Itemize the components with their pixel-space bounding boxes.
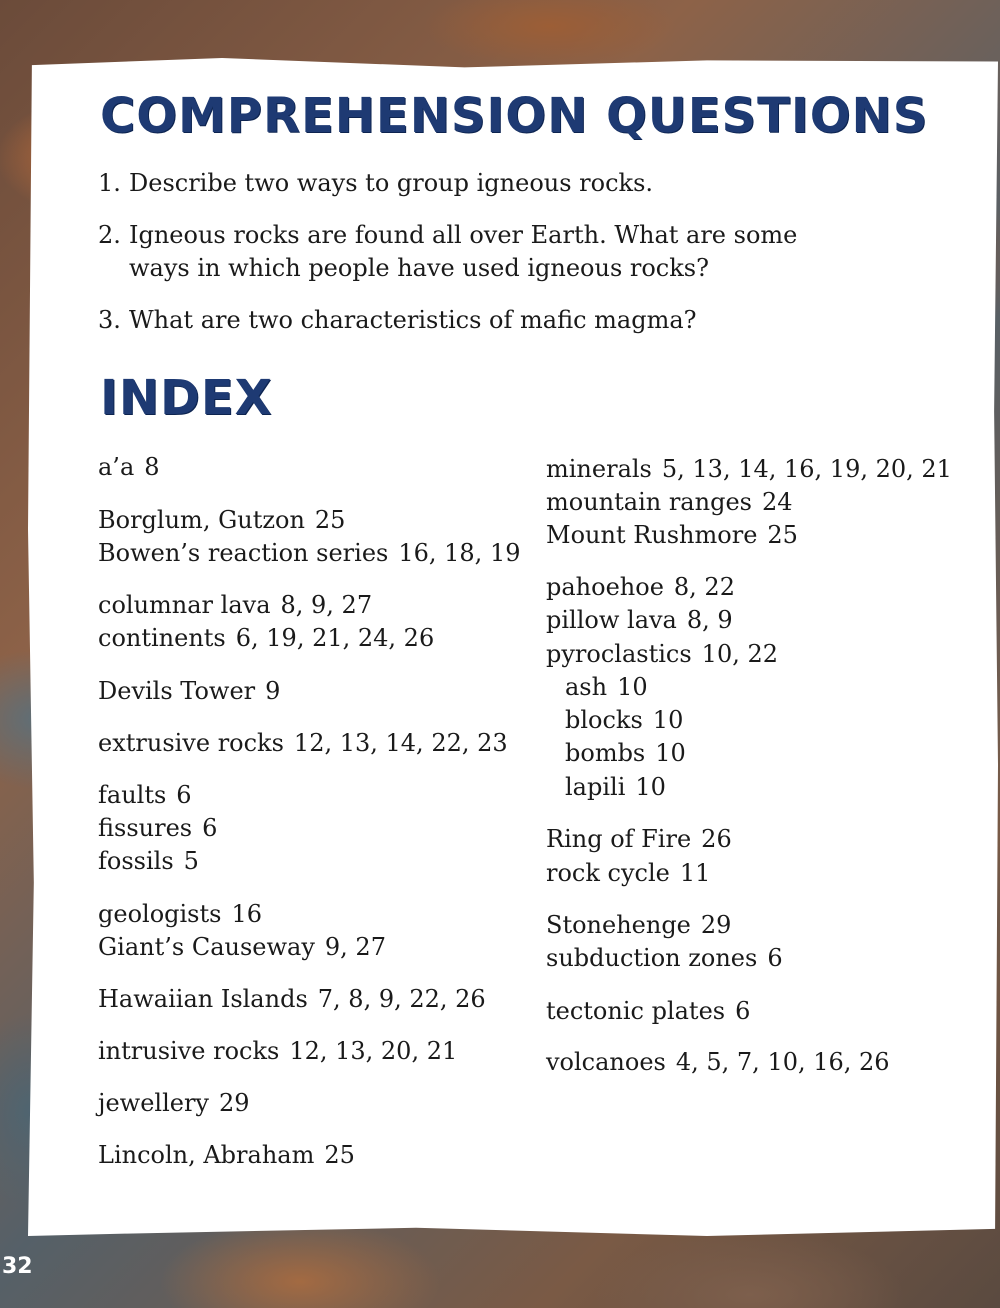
index-term: Bowen’s reaction series: [98, 539, 389, 567]
index-entry: [98, 812, 217, 845]
index-pages: 8, 22: [673, 573, 735, 601]
index-entry: [546, 1046, 890, 1079]
index-entry: [98, 589, 372, 622]
index-entry: [98, 845, 199, 878]
index-pages: 29: [700, 911, 732, 939]
question-item: [98, 167, 858, 200]
index-pages: 10: [617, 673, 648, 701]
index-pages: 6: [767, 944, 783, 972]
index-pages: 12, 13, 20, 21: [289, 1037, 458, 1065]
index-pages: 6: [176, 781, 192, 809]
index-term: faults: [98, 781, 167, 809]
index-entry: [98, 1035, 457, 1068]
index-entry: [98, 622, 434, 655]
index-pages: 8, 9, 27: [280, 591, 373, 619]
index-entry: [98, 451, 160, 484]
index-pages: 9: [265, 677, 281, 705]
index-entry: [98, 779, 192, 812]
index-pages: 10: [652, 706, 684, 734]
question-item: [98, 304, 858, 337]
index-term: Devils Tower: [98, 677, 256, 705]
index-entry: [98, 931, 386, 964]
index-pages: 16, 18, 19: [398, 539, 521, 567]
index-pages: 16: [231, 900, 263, 928]
index-heading: INDEX: [100, 370, 273, 426]
index-entry: [98, 504, 345, 537]
index-term: subduction zones: [546, 944, 758, 972]
page-number: 32: [2, 1254, 33, 1279]
index-term: Ring of Fire: [546, 825, 692, 853]
index-subentry: [565, 771, 666, 804]
index-pages: 10: [655, 739, 686, 767]
index-subentry: [565, 671, 648, 704]
index-term: pahoehoe: [546, 573, 664, 601]
index-entry: [546, 519, 798, 552]
index-entry: [546, 453, 952, 486]
index-pages: 29: [218, 1089, 250, 1117]
index-term: geologists: [98, 900, 222, 928]
index-term: Hawaiian Islands: [98, 985, 308, 1013]
index-entry: [98, 898, 262, 931]
index-pages: 12, 13, 14, 22, 23: [293, 729, 508, 757]
index-term: jewellery: [98, 1089, 209, 1117]
index-term: pyroclastics: [546, 640, 692, 668]
index-term: mountain ranges: [546, 488, 752, 516]
index-term: Borglum, Gutzon: [98, 506, 305, 534]
index-entry: [546, 571, 735, 604]
index-term: minerals: [546, 455, 652, 483]
index-term: tectonic plates: [546, 997, 726, 1025]
index-term: blocks: [565, 706, 643, 734]
index-term: Stonehenge: [546, 911, 691, 939]
index-pages: 8: [144, 453, 160, 481]
question-number: 3.: [98, 306, 121, 334]
index-term: ash: [565, 673, 608, 701]
question-text: What are two characteristics of mafic magma?: [129, 306, 697, 334]
index-pages: 11: [679, 859, 711, 887]
question-number: 1.: [98, 169, 121, 197]
index-entry: [98, 1139, 355, 1172]
index-term: extrusive rocks: [98, 729, 284, 757]
index-term: bombs: [565, 739, 646, 767]
index-pages: 6: [202, 814, 218, 842]
comprehension-questions-heading: COMPREHENSION QUESTIONS: [100, 88, 929, 144]
index-term: a’a: [98, 453, 135, 481]
index-pages: 6, 19, 21, 24, 26: [235, 624, 435, 652]
index-term: fossils: [98, 847, 174, 875]
index-subentry: [565, 704, 683, 737]
index-term: pillow lava: [546, 606, 677, 634]
index-term: Lincoln, Abraham: [98, 1141, 315, 1169]
index-entry: [546, 857, 710, 890]
index-term: lapili: [565, 773, 626, 801]
question-text: Describe two ways to group igneous rocks.: [129, 169, 654, 197]
index-term: continents: [98, 624, 226, 652]
question-text: Igneous rocks are found all over Earth. What are some ways in which people have used igneous rocks?: [129, 221, 798, 282]
index-entry: [98, 675, 280, 708]
index-entry: [98, 983, 486, 1016]
index-entry: [546, 942, 783, 975]
index-entry: [98, 537, 520, 570]
index-term: fissures: [98, 814, 193, 842]
index-entry: [546, 995, 750, 1028]
index-pages: 26: [701, 825, 732, 853]
index-pages: 5: [183, 847, 199, 875]
index-term: intrusive rocks: [98, 1037, 280, 1065]
index-entry: [546, 909, 731, 942]
index-pages: 5, 13, 14, 16, 19, 20, 21: [661, 455, 952, 483]
index-pages: 25: [767, 521, 798, 549]
question-item: [98, 219, 838, 285]
index-entry: [546, 638, 778, 671]
index-term: Giant’s Causeway: [98, 933, 315, 961]
index-term: columnar lava: [98, 591, 271, 619]
index-entry: [98, 1087, 250, 1120]
index-pages: 7, 8, 9, 22, 26: [317, 985, 486, 1013]
index-term: rock cycle: [546, 859, 670, 887]
index-pages: 10: [635, 773, 666, 801]
index-pages: 6: [735, 997, 751, 1025]
index-pages: 25: [324, 1141, 355, 1169]
index-entry: [98, 727, 508, 760]
index-subentry: [565, 737, 686, 770]
index-term: Mount Rushmore: [546, 521, 758, 549]
index-entry: [546, 823, 732, 856]
question-number: 2.: [98, 221, 121, 249]
index-term: volcanoes: [546, 1048, 666, 1076]
index-pages: 8, 9: [686, 606, 733, 634]
index-pages: 4, 5, 7, 10, 16, 26: [675, 1048, 890, 1076]
index-pages: 25: [314, 506, 346, 534]
index-pages: 10, 22: [701, 640, 779, 668]
index-entry: [546, 486, 793, 519]
index-entry: [546, 604, 733, 637]
index-pages: 9, 27: [324, 933, 386, 961]
index-pages: 24: [761, 488, 793, 516]
